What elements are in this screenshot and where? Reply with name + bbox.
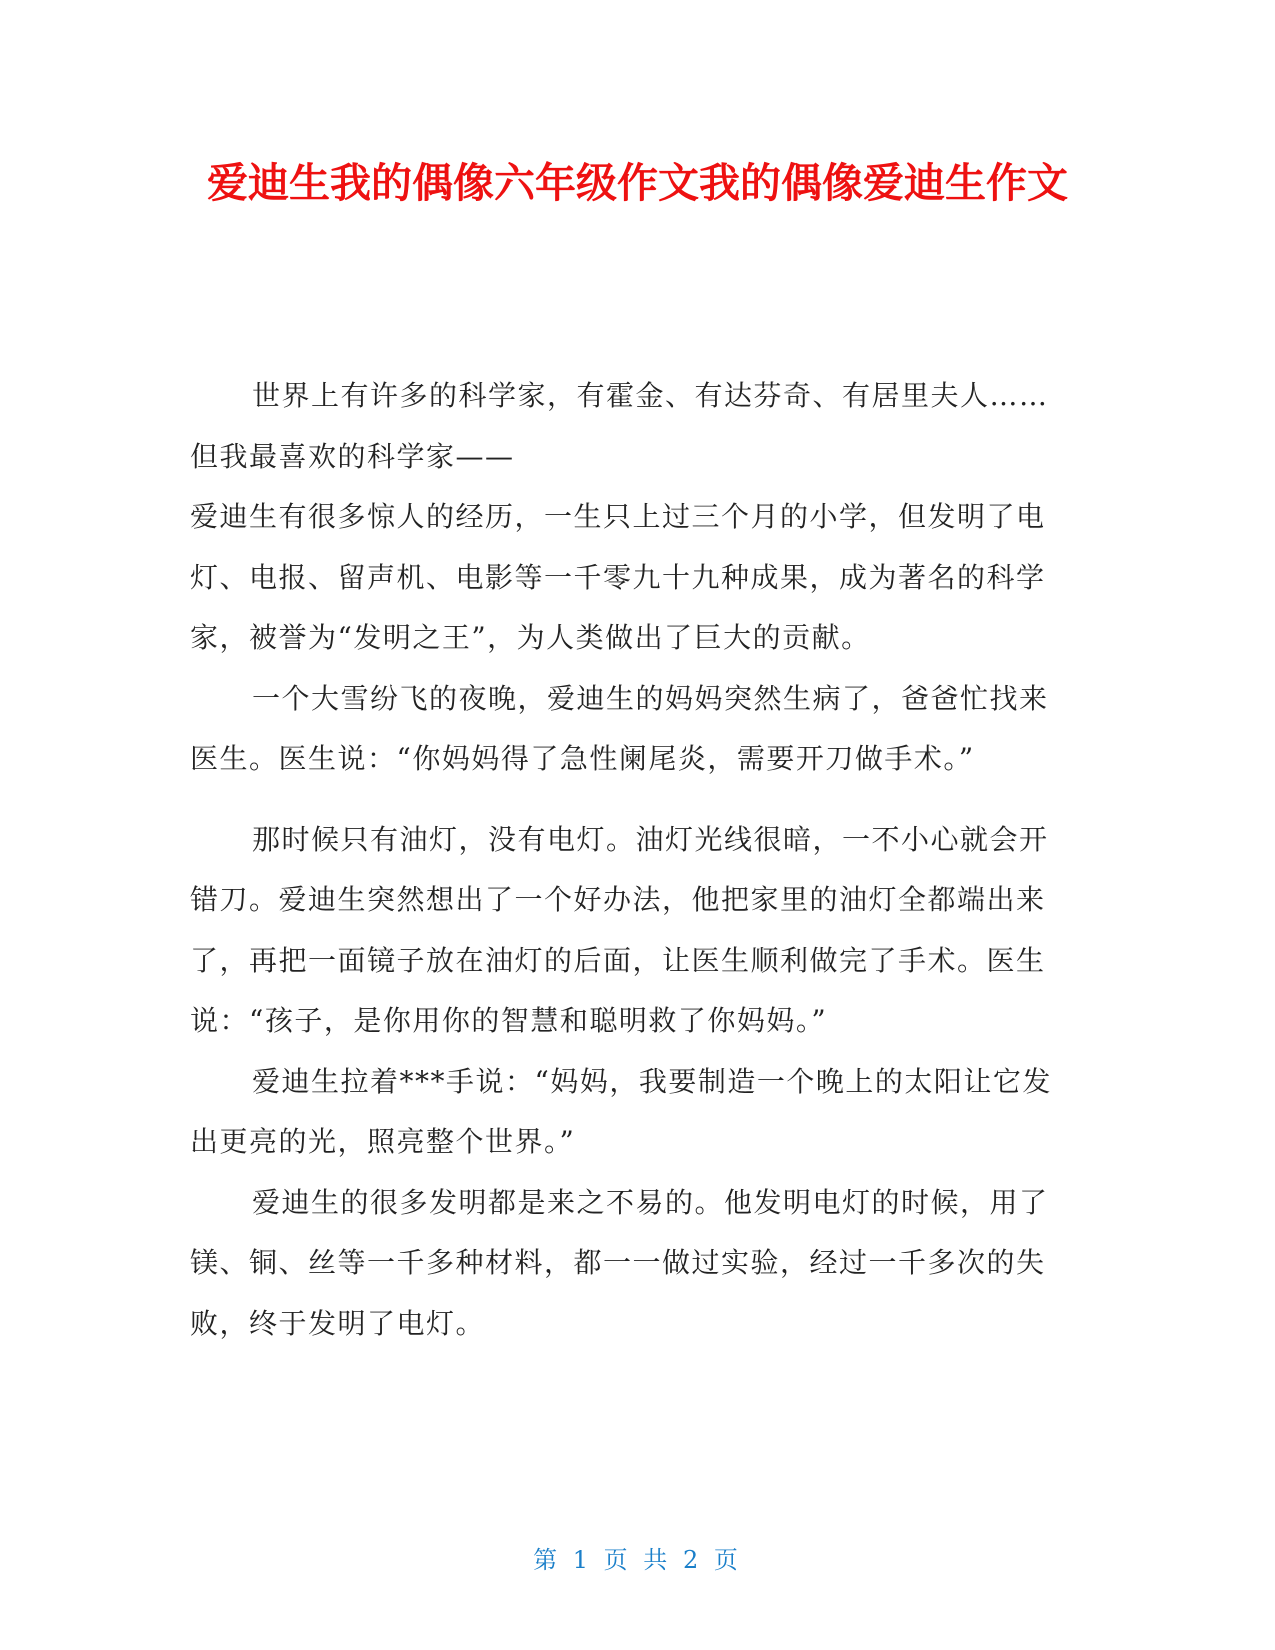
paragraph-5: 爱迪生拉着***手说：“妈妈，我要制造一个晚上的太阳让它发出更亮的光，照亮整个世界。” [190, 1064, 1052, 1158]
paragraph-1: 世界上有许多的科学家，有霍金、有达芬奇、有居里夫人……但我最喜欢的科学家—— [190, 379, 1049, 473]
document-title: 爱迪生我的偶像六年级作文我的偶像爱迪生作文 [207, 159, 1068, 207]
document-body [190, 366, 1075, 1354]
page-number-footer: 第 1 页 共 2 页 [533, 1546, 742, 1574]
paragraph-3: 一个大雪纷飞的夜晚，爱迪生的妈妈突然生病了，爸爸忙找来医生。医生说：“你妈妈得了急性阑尾炎，需要开刀做手术。” [190, 681, 1049, 775]
paragraph-2: 爱迪生有很多惊人的经历，一生只上过三个月的小学，但发明了电灯、电报、留声机、电影等一千零九十九种成果，成为著名的科学家，被誉为“发明之王”，为人类做出了巨大的贡献。 [190, 500, 1046, 654]
paragraph-6: 爱迪生的很多发明都是来之不易的。他发明电灯的时候，用了镁、铜、丝等一千多种材料，都一一做过实验，经过一千多次的失败，终于发明了电灯。 [190, 1185, 1049, 1340]
paragraph-4: 那时候只有油灯，没有电灯。油灯光线很暗，一不小心就会开错刀。爱迪生突然想出了一个好办法，他把家里的油灯全都端出来了，再把一面镜子放在油灯的后面，让医生顺利做完了手术。医生说：“孩子，是你用你的智慧和聪明救了你妈妈。” [190, 822, 1049, 1037]
